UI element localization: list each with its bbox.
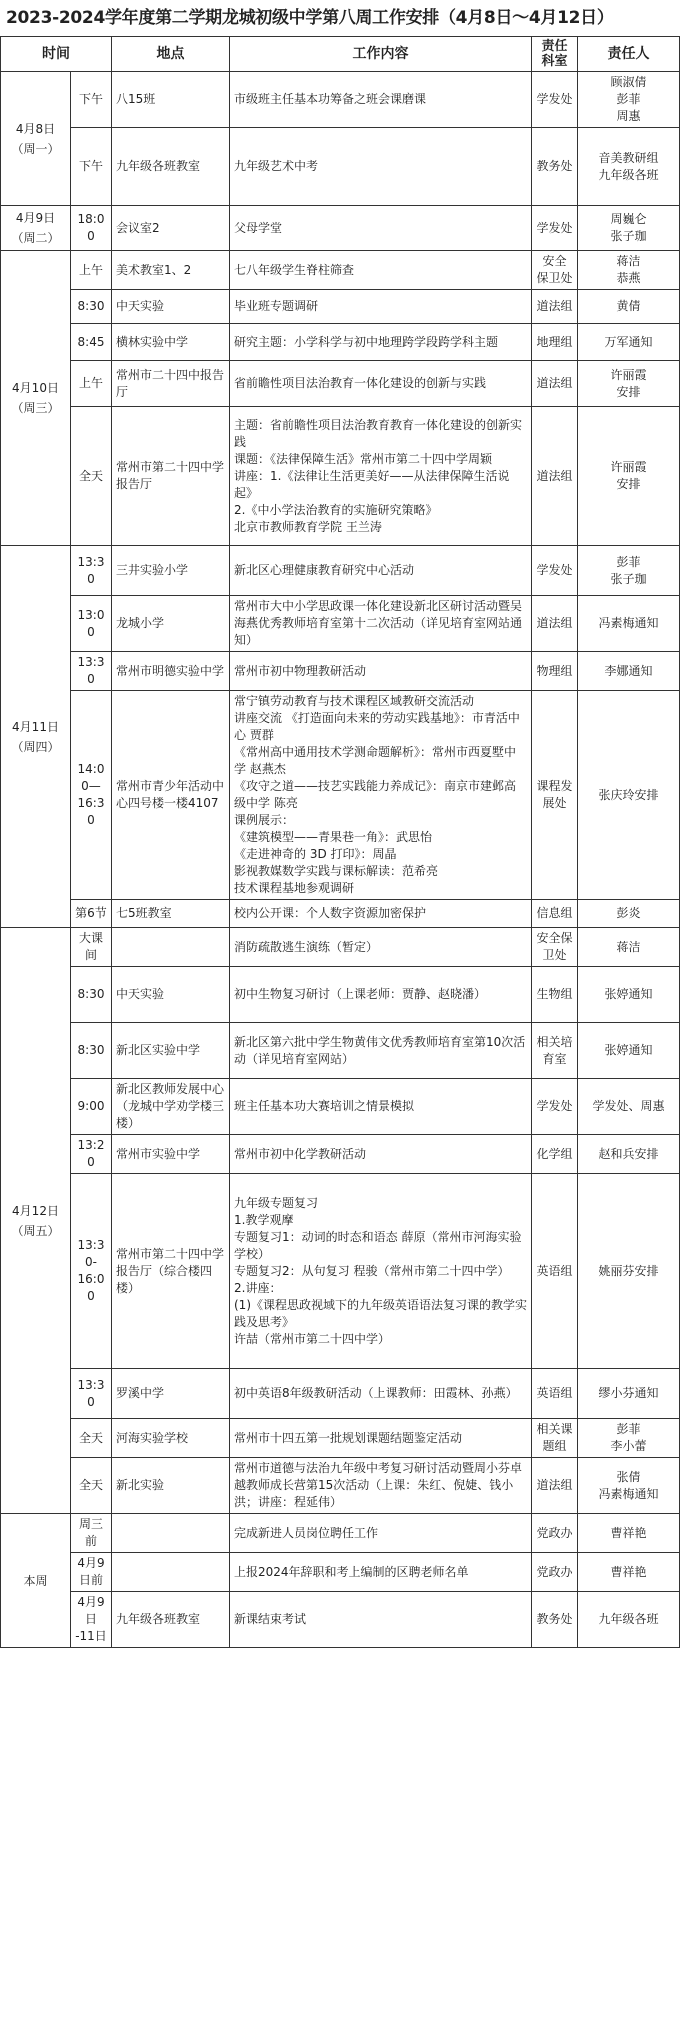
time-cell: 13:30 (71, 1369, 112, 1419)
table-row (1, 1079, 680, 1135)
person-cell: 曹祥艳 (578, 1514, 680, 1553)
content-cell: 新北区第六批中学生物黄伟文优秀教师培育室第10次活动（详见培育室网站） (230, 1023, 532, 1079)
person-cell: 姚丽芬安排 (578, 1174, 680, 1369)
table-row (1, 361, 680, 407)
content-cell: 常州市道德与法治九年级中考复习研讨活动暨周小芬卓越教师成长营第15次活动（上课：朱红、倪婕、钱小洪；讲座：程延伟） (230, 1458, 532, 1514)
time-cell: 13:00 (71, 596, 112, 652)
table-row (1, 928, 680, 967)
person-cell: 彭菲 张子珈 (578, 546, 680, 596)
dept-cell: 党政办 (532, 1514, 578, 1553)
dept-cell: 道法组 (532, 361, 578, 407)
table-row (1, 1135, 680, 1174)
time-cell: 13:20 (71, 1135, 112, 1174)
time-cell: 13:30 (71, 652, 112, 691)
table-row (1, 251, 680, 290)
place-cell: 九年级各班教室 (112, 1592, 230, 1648)
header-time: 时间 (1, 37, 112, 72)
time-cell: 上午 (71, 361, 112, 407)
header-place: 地点 (112, 37, 230, 72)
header-person: 责任人 (578, 37, 680, 72)
person-cell: 许丽霞 安排 (578, 361, 680, 407)
time-cell: 全天 (71, 1419, 112, 1458)
place-cell: 常州市二十四中报告厅 (112, 361, 230, 407)
place-cell: 新北区教师发展中心（龙城中学劝学楼三楼） (112, 1079, 230, 1135)
dept-cell: 道法组 (532, 407, 578, 546)
table-row (1, 290, 680, 324)
place-cell: 美术教室1、2 (112, 251, 230, 290)
place-cell: 中天实验 (112, 967, 230, 1023)
content-cell: 常州市初中物理教研活动 (230, 652, 532, 691)
time-cell: 4月9日前 (71, 1553, 112, 1592)
place-cell (112, 928, 230, 967)
day-label: 4月9日 （周二） (1, 206, 71, 251)
dept-cell: 物理组 (532, 652, 578, 691)
time-cell: 8:30 (71, 967, 112, 1023)
content-cell: 初中生物复习研讨（上课老师：贾静、赵晓潘） (230, 967, 532, 1023)
person-cell: 张倩 冯素梅通知 (578, 1458, 680, 1514)
dept-cell: 英语组 (532, 1174, 578, 1369)
dept-cell: 生物组 (532, 967, 578, 1023)
dept-cell: 相关培育室 (532, 1023, 578, 1079)
time-cell: 下午 (71, 72, 112, 128)
time-cell: 第6节 (71, 900, 112, 928)
place-cell: 中天实验 (112, 290, 230, 324)
table-row (1, 546, 680, 596)
time-cell: 18:00 (71, 206, 112, 251)
table-row (1, 967, 680, 1023)
dept-cell: 信息组 (532, 900, 578, 928)
person-cell: 彭菲 李小蕾 (578, 1419, 680, 1458)
table-row (1, 324, 680, 361)
place-cell: 常州市实验中学 (112, 1135, 230, 1174)
content-cell: 九年级专题复习 1.教学观摩 专题复习1：动词的时态和语态 薛原（常州市河海实验学校） 专题复习2：从句复习 程骏（常州市第二十四中学） 2.讲座： (1)《课程思政视域下的九年级英语语法复习课的教学实践及思考》 许喆（常州市第二十四中学） (230, 1174, 532, 1369)
dept-cell: 安全保卫处 (532, 928, 578, 967)
person-cell: 蒋洁 恭燕 (578, 251, 680, 290)
dept-cell: 学发处 (532, 206, 578, 251)
table-row (1, 1592, 680, 1648)
place-cell: 常州市青少年活动中心四号楼一楼4107 (112, 691, 230, 900)
content-cell: 消防疏散逃生演练（暂定） (230, 928, 532, 967)
place-cell: 八15班 (112, 72, 230, 128)
content-cell: 完成新进人员岗位聘任工作 (230, 1514, 532, 1553)
content-cell: 毕业班专题调研 (230, 290, 532, 324)
place-cell: 常州市第二十四中学报告厅 (112, 407, 230, 546)
time-cell: 13:30 (71, 546, 112, 596)
person-cell: 张婷通知 (578, 1023, 680, 1079)
content-cell: 主题：省前瞻性项目法治教育教育一体化建设的创新实践 课题：《法律保障生活》常州市第二十四中学周颖 讲座：1.《法律让生活更美好——从法律保障生活说起》 2.《中小学法治教育的实施研究策略》 北京市教师教育学院 王兰涛 (230, 407, 532, 546)
dept-cell: 学发处 (532, 1079, 578, 1135)
day-label: 4月10日 （周三） (1, 251, 71, 546)
content-cell: 常州市大中小学思政课一体化建设新北区研讨活动暨吴海燕优秀教师培育室第十二次活动（详见培育室网站通知） (230, 596, 532, 652)
place-cell: 七5班教室 (112, 900, 230, 928)
content-cell: 省前瞻性项目法治教育一体化建设的创新与实践 (230, 361, 532, 407)
person-cell: 学发处、周惠 (578, 1079, 680, 1135)
time-cell: 9:00 (71, 1079, 112, 1135)
time-cell: 8:30 (71, 290, 112, 324)
day-label: 4月8日 （周一） (1, 72, 71, 206)
time-cell: 周三前 (71, 1514, 112, 1553)
table-row (1, 407, 680, 546)
dept-cell: 学发处 (532, 546, 578, 596)
day-label: 4月11日 （周四） (1, 546, 71, 928)
time-cell: 8:30 (71, 1023, 112, 1079)
dept-cell: 安全 保卫处 (532, 251, 578, 290)
place-cell: 龙城小学 (112, 596, 230, 652)
table-row (1, 1174, 680, 1369)
time-cell: 13:30- 16:00 (71, 1174, 112, 1369)
page-title: 2023-2024学年度第二学期龙城初级中学第八周工作安排（4月8日～4月12日） (6, 8, 614, 28)
header-content: 工作内容 (230, 37, 532, 72)
content-cell: 常州市十四五第一批规划课题结题鉴定活动 (230, 1419, 532, 1458)
content-cell: 初中英语8年级教研活动（上课教师：田霞林、孙燕） (230, 1369, 532, 1419)
place-cell: 会议室2 (112, 206, 230, 251)
place-cell (112, 1514, 230, 1553)
person-cell: 曹祥艳 (578, 1553, 680, 1592)
dept-cell: 教务处 (532, 1592, 578, 1648)
time-cell: 上午 (71, 251, 112, 290)
person-cell: 万军通知 (578, 324, 680, 361)
dept-cell: 相关课题组 (532, 1419, 578, 1458)
content-cell: 新课结束考试 (230, 1592, 532, 1648)
day-label: 4月12日 （周五） (1, 928, 71, 1514)
place-cell: 横林实验中学 (112, 324, 230, 361)
dept-cell: 道法组 (532, 1458, 578, 1514)
person-cell: 李娜通知 (578, 652, 680, 691)
table-row (1, 1369, 680, 1419)
place-cell: 常州市第二十四中学 报告厅（综合楼四楼） (112, 1174, 230, 1369)
content-cell: 上报2024年辞职和考上编制的区聘老师名单 (230, 1553, 532, 1592)
content-cell: 校内公开课：个人数字资源加密保护 (230, 900, 532, 928)
dept-cell: 道法组 (532, 290, 578, 324)
table-row (1, 72, 680, 128)
place-cell: 常州市明德实验中学 (112, 652, 230, 691)
content-cell: 七八年级学生脊柱筛查 (230, 251, 532, 290)
person-cell: 九年级各班 (578, 1592, 680, 1648)
dept-cell: 党政办 (532, 1553, 578, 1592)
person-cell: 黄倩 (578, 290, 680, 324)
person-cell: 张婷通知 (578, 967, 680, 1023)
content-cell: 新北区心理健康教育研究中心活动 (230, 546, 532, 596)
table-row (1, 1023, 680, 1079)
content-cell: 九年级艺术中考 (230, 128, 532, 206)
dept-cell: 学发处 (532, 72, 578, 128)
table-row (1, 206, 680, 251)
person-cell: 周巍仑 张子珈 (578, 206, 680, 251)
table-row (1, 652, 680, 691)
dept-cell: 道法组 (532, 596, 578, 652)
person-cell: 许丽霞 安排 (578, 407, 680, 546)
content-cell: 研究主题：小学科学与初中地理跨学段跨学科主题 (230, 324, 532, 361)
table-row (1, 128, 680, 206)
table-row (1, 1514, 680, 1553)
content-cell: 常州市初中化学教研活动 (230, 1135, 532, 1174)
table-row (1, 1419, 680, 1458)
table-row (1, 1553, 680, 1592)
place-cell: 新北区实验中学 (112, 1023, 230, 1079)
place-cell: 新北实验 (112, 1458, 230, 1514)
person-cell: 音美教研组 九年级各班 (578, 128, 680, 206)
time-cell: 8:45 (71, 324, 112, 361)
dept-cell: 英语组 (532, 1369, 578, 1419)
place-cell: 三井实验小学 (112, 546, 230, 596)
place-cell: 九年级各班教室 (112, 128, 230, 206)
table-row (1, 900, 680, 928)
person-cell: 蒋洁 (578, 928, 680, 967)
content-cell: 常宁镇劳动教育与技术课程区域教研交流活动 讲座交流 《打造面向未来的劳动实践基地》：市青活中心 贾群 《常州高中通用技术学测命题解析》：常州市西夏墅中学 赵燕杰 《攻守之道——技艺实践能力养成记》：南京市建邺高级中学 陈亮 课例展示： 《建筑模型——青果巷一角》：武思怡 《走进神奇的 3D 打印》：周晶 影视教媒数学实践与课标解读：范希亮 技术课程基地参观调研 (230, 691, 532, 900)
person-cell: 缪小芬通知 (578, 1369, 680, 1419)
day-label: 本周 (1, 1514, 71, 1648)
dept-cell: 地理组 (532, 324, 578, 361)
person-cell: 张庆玲安排 (578, 691, 680, 900)
time-cell: 大课间 (71, 928, 112, 967)
table-row (1, 596, 680, 652)
place-cell: 罗溪中学 (112, 1369, 230, 1419)
table-row (1, 1458, 680, 1514)
dept-cell: 教务处 (532, 128, 578, 206)
person-cell: 彭炎 (578, 900, 680, 928)
content-cell: 班主任基本功大赛培训之情景模拟 (230, 1079, 532, 1135)
time-cell: 14:00— 16:30 (71, 691, 112, 900)
content-cell: 市级班主任基本功筹备之班会课磨课 (230, 72, 532, 128)
dept-cell: 化学组 (532, 1135, 578, 1174)
time-cell: 全天 (71, 1458, 112, 1514)
schedule-table (0, 36, 680, 1648)
time-cell: 全天 (71, 407, 112, 546)
content-cell: 父母学堂 (230, 206, 532, 251)
time-cell: 下午 (71, 128, 112, 206)
place-cell (112, 1553, 230, 1592)
time-cell: 4月9日 -11日 (71, 1592, 112, 1648)
person-cell: 赵和兵安排 (578, 1135, 680, 1174)
dept-cell: 课程发展处 (532, 691, 578, 900)
person-cell: 顾淑倩 彭菲 周惠 (578, 72, 680, 128)
header-row (1, 37, 680, 72)
header-dept: 责任 科室 (532, 37, 578, 72)
person-cell: 冯素梅通知 (578, 596, 680, 652)
table-row (1, 691, 680, 900)
place-cell: 河海实验学校 (112, 1419, 230, 1458)
